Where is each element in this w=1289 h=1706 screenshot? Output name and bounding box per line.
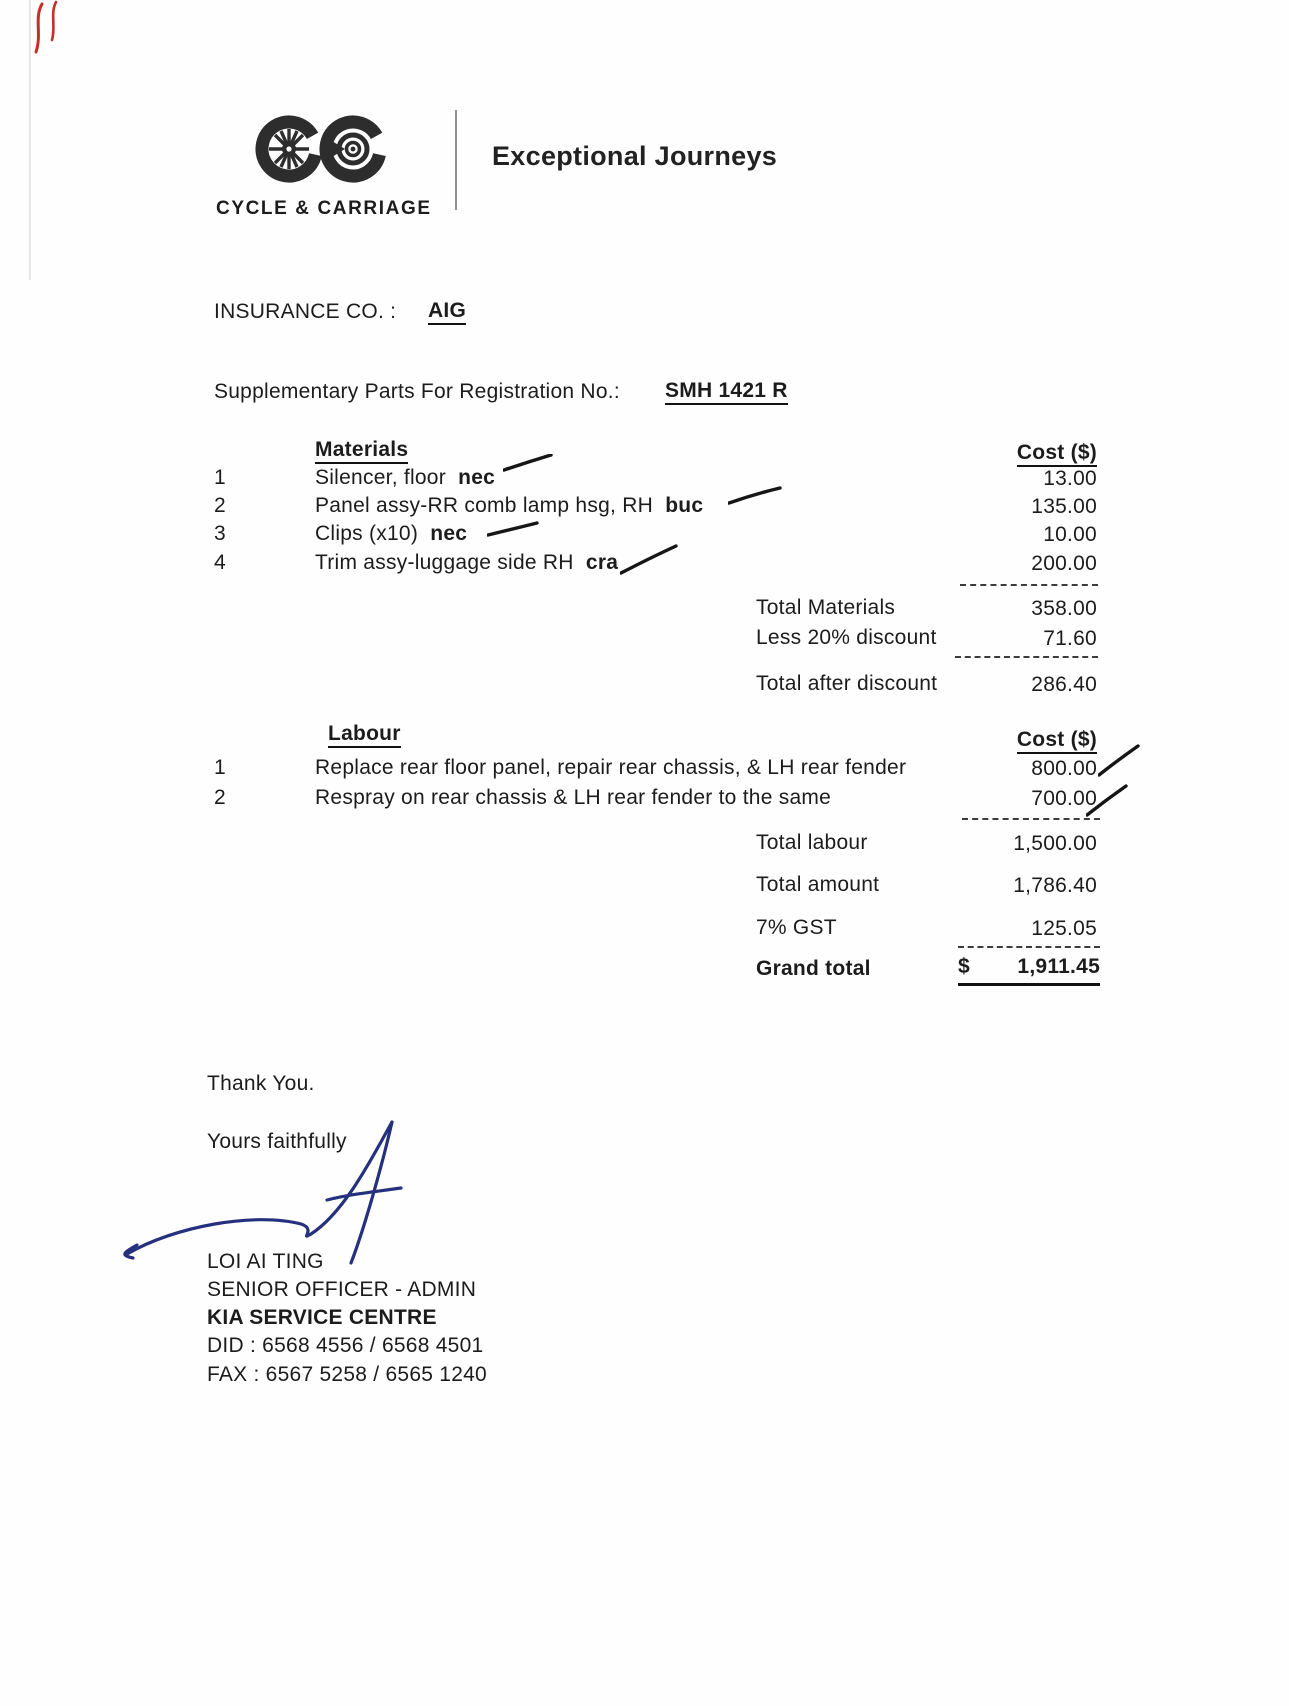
cycle-carriage-logo-icon [252, 106, 394, 194]
insurance-label: INSURANCE CO. : [214, 300, 397, 323]
signer-title: SENIOR OFFICER - ADMIN [207, 1278, 477, 1301]
dashed-rule [955, 656, 1098, 658]
valediction-text: Yours faithfully [207, 1130, 347, 1153]
total-amount-value: 1,786.40 [1013, 874, 1097, 897]
gst-label: 7% GST [756, 916, 837, 939]
registration-label: Supplementary Parts For Registration No.: [214, 380, 620, 403]
total-materials-value: 358.00 [1031, 597, 1097, 620]
did-phone-line: DID : 6568 4556 / 6568 4501 [207, 1334, 484, 1357]
labour-row-cost: 800.00 [1031, 757, 1097, 780]
handwritten-tick-icon [503, 454, 553, 474]
handwritten-slash-icon [620, 544, 678, 576]
material-row-cost: 10.00 [1043, 523, 1097, 546]
total-labour-label: Total labour [756, 831, 868, 854]
labour-row-number: 1 [214, 756, 226, 779]
grand-total-label: Grand total [756, 957, 871, 980]
registration-value: SMH 1421 R [665, 379, 788, 405]
labour-cost-header: Cost ($) [1017, 728, 1097, 754]
part-code: cra [585, 551, 619, 574]
thank-you-text: Thank You. [207, 1072, 315, 1095]
material-row-cost: 200.00 [1031, 552, 1097, 575]
part-code: buc [665, 494, 704, 517]
material-row-number: 2 [214, 494, 226, 517]
signer-name: LOI AI TING [207, 1250, 324, 1273]
red-pen-mark [20, 0, 80, 60]
handwritten-tick-icon [728, 486, 782, 506]
material-row-desc: Silencer, floor nec [315, 466, 496, 489]
total-amount-label: Total amount [756, 873, 880, 896]
material-row-number: 4 [214, 551, 226, 574]
material-row-desc: Trim assy-luggage side RH cra [315, 551, 619, 574]
dashed-rule [960, 584, 1098, 586]
labour-row-desc: Respray on rear chassis & LH rear fender to the same [315, 786, 832, 809]
grand-total-value [958, 955, 1100, 986]
handwritten-slash-icon [1098, 744, 1140, 778]
labour-row-number: 2 [214, 786, 226, 809]
part-code: nec [430, 522, 468, 545]
discount-value: 71.60 [1043, 627, 1097, 650]
material-row-cost: 13.00 [1043, 467, 1097, 490]
materials-cost-header: Cost ($) [1017, 441, 1097, 467]
dashed-rule [962, 818, 1100, 820]
material-row-desc: Clips (x10) nec [315, 522, 468, 545]
signature-ink [105, 1108, 410, 1268]
after-discount-value: 286.40 [1031, 673, 1097, 696]
insurance-value: AIG [428, 299, 466, 325]
material-row-cost: 135.00 [1031, 495, 1097, 518]
labour-row-desc: Replace rear floor panel, repair rear chassis, & LH rear fender [315, 756, 907, 779]
material-row-number: 1 [214, 466, 226, 489]
part-code: nec [458, 466, 496, 489]
material-row-number: 3 [214, 522, 226, 545]
labour-title: Labour [328, 722, 401, 748]
signer-company: KIA SERVICE CENTRE [207, 1306, 437, 1329]
discount-label: Less 20% discount [756, 626, 937, 649]
brand-name: CYCLE & CARRIAGE [216, 198, 432, 219]
total-materials-label: Total Materials [756, 596, 896, 619]
materials-title: Materials [315, 438, 408, 464]
material-row-desc: Panel assy-RR comb lamp hsg, RH buc [315, 494, 704, 517]
labour-row-cost: 700.00 [1031, 787, 1097, 810]
after-discount-label: Total after discount [756, 672, 938, 695]
fax-phone-line: FAX : 6567 5258 / 6565 1240 [207, 1363, 487, 1386]
handwritten-tick-icon [487, 520, 539, 538]
header-divider [455, 110, 457, 210]
grand-total-amount: 1,911.45 [1017, 955, 1100, 978]
handwritten-slash-icon [1086, 784, 1128, 818]
brand-tagline: Exceptional Journeys [492, 141, 778, 171]
currency-symbol: $ [958, 955, 970, 978]
dashed-rule [958, 946, 1100, 948]
total-labour-value: 1,500.00 [1013, 832, 1097, 855]
gst-value: 125.05 [1031, 917, 1097, 940]
